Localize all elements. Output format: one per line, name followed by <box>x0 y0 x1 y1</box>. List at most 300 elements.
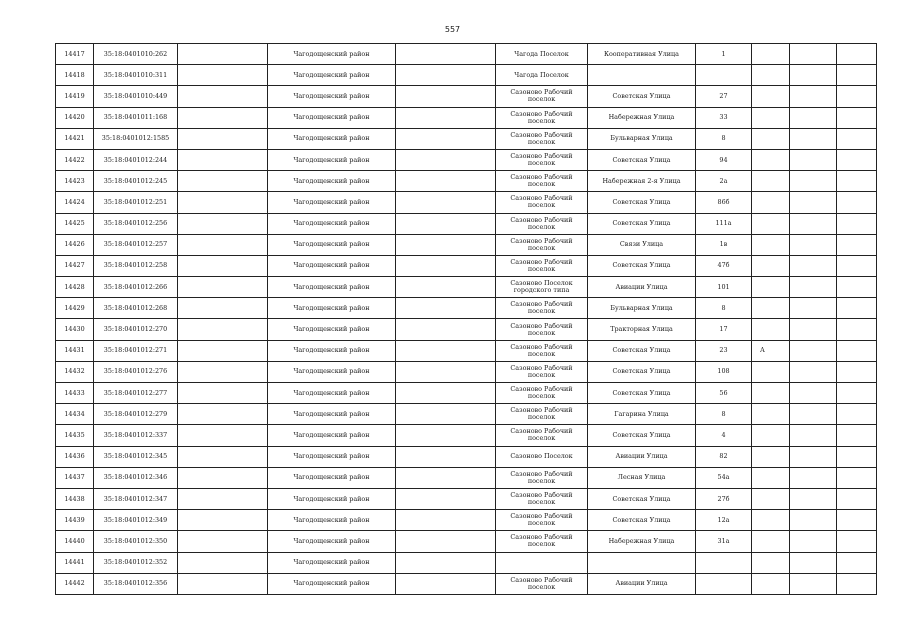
blank-cell-d <box>837 65 877 86</box>
cadastral-number-cell: 35:18:0401012:251 <box>94 192 178 213</box>
cadastral-number-cell: 35:18:0401012:270 <box>94 319 178 340</box>
blank-cell-b <box>396 44 496 65</box>
district-cell: Чагодощенский район <box>268 298 396 319</box>
building-letter-cell <box>752 65 790 86</box>
locality-cell: Чагода Поселок <box>496 44 588 65</box>
street-cell: Бульварная Улица <box>588 298 696 319</box>
blank-cell-b <box>396 446 496 467</box>
blank-cell-a <box>178 425 268 446</box>
locality-cell: Сазоново Рабочий поселок <box>496 171 588 192</box>
cadastral-number-cell: 35:18:0401012:258 <box>94 255 178 276</box>
district-cell: Чагодощенский район <box>268 192 396 213</box>
row-number-cell: 14438 <box>56 488 94 509</box>
locality-cell: Сазоново Рабочий поселок <box>496 107 588 128</box>
table-row <box>56 107 877 128</box>
row-number-cell: 14434 <box>56 404 94 425</box>
district-cell: Чагодощенский район <box>268 531 396 552</box>
building-letter-cell <box>752 107 790 128</box>
house-number-cell: 94 <box>696 149 752 170</box>
row-number-cell: 14431 <box>56 340 94 361</box>
row-number-cell: 14423 <box>56 171 94 192</box>
district-cell: Чагодощенский район <box>268 361 396 382</box>
blank-cell-a <box>178 107 268 128</box>
blank-cell-c <box>790 213 837 234</box>
district-cell: Чагодощенский район <box>268 488 396 509</box>
district-cell: Чагодощенский район <box>268 86 396 107</box>
row-number-cell: 14426 <box>56 234 94 255</box>
blank-cell-a <box>178 65 268 86</box>
locality-cell: Сазоново Поселок <box>496 446 588 467</box>
district-cell: Чагодощенский район <box>268 171 396 192</box>
table-row <box>56 404 877 425</box>
blank-cell-a <box>178 128 268 149</box>
street-cell: Гагарина Улица <box>588 404 696 425</box>
house-number-cell <box>696 552 752 573</box>
blank-cell-b <box>396 488 496 509</box>
locality-cell: Сазоново Рабочий поселок <box>496 404 588 425</box>
blank-cell-a <box>178 404 268 425</box>
row-number-cell: 14432 <box>56 361 94 382</box>
street-cell: Авиации Улица <box>588 573 696 594</box>
district-cell: Чагодощенский район <box>268 255 396 276</box>
blank-cell-c <box>790 340 837 361</box>
street-cell <box>588 65 696 86</box>
house-number-cell: 4 <box>696 425 752 446</box>
locality-cell: Сазоново Рабочий поселок <box>496 128 588 149</box>
blank-cell-d <box>837 383 877 404</box>
table-row <box>56 383 877 404</box>
district-cell: Чагодощенский район <box>268 107 396 128</box>
blank-cell-b <box>396 107 496 128</box>
blank-cell-c <box>790 298 837 319</box>
district-cell: Чагодощенский район <box>268 277 396 298</box>
building-letter-cell <box>752 425 790 446</box>
row-number-cell: 14418 <box>56 65 94 86</box>
blank-cell-b <box>396 531 496 552</box>
cadastral-number-cell: 35:18:0401012:257 <box>94 234 178 255</box>
blank-cell-b <box>396 128 496 149</box>
locality-cell: Сазоново Рабочий поселок <box>496 149 588 170</box>
building-letter-cell <box>752 86 790 107</box>
blank-cell-a <box>178 255 268 276</box>
blank-cell-b <box>396 192 496 213</box>
blank-cell-a <box>178 149 268 170</box>
row-number-cell: 14428 <box>56 277 94 298</box>
table-row <box>56 446 877 467</box>
house-number-cell: 111а <box>696 213 752 234</box>
row-number-cell: 14437 <box>56 467 94 488</box>
locality-cell: Сазоново Рабочий поселок <box>496 573 588 594</box>
table-row <box>56 149 877 170</box>
cadastral-number-cell: 35:18:0401012:349 <box>94 510 178 531</box>
cadastral-number-cell: 35:18:0401012:346 <box>94 467 178 488</box>
blank-cell-d <box>837 510 877 531</box>
row-number-cell: 14425 <box>56 213 94 234</box>
house-number-cell: 2а <box>696 171 752 192</box>
row-number-cell: 14442 <box>56 573 94 594</box>
street-cell: Советская Улица <box>588 383 696 404</box>
blank-cell-c <box>790 255 837 276</box>
blank-cell-c <box>790 531 837 552</box>
blank-cell-d <box>837 277 877 298</box>
locality-cell: Сазоново Рабочий поселок <box>496 467 588 488</box>
blank-cell-a <box>178 192 268 213</box>
locality-cell <box>496 552 588 573</box>
blank-cell-a <box>178 446 268 467</box>
blank-cell-c <box>790 573 837 594</box>
table-row <box>56 319 877 340</box>
row-number-cell: 14441 <box>56 552 94 573</box>
house-number-cell: 8 <box>696 128 752 149</box>
building-letter-cell <box>752 277 790 298</box>
table-row <box>56 510 877 531</box>
street-cell: Набережная 2-я Улица <box>588 171 696 192</box>
building-letter-cell <box>752 213 790 234</box>
table-row <box>56 361 877 382</box>
blank-cell-a <box>178 361 268 382</box>
locality-cell: Сазоново Рабочий поселок <box>496 383 588 404</box>
street-cell: Советская Улица <box>588 361 696 382</box>
blank-cell-c <box>790 467 837 488</box>
blank-cell-b <box>396 171 496 192</box>
blank-cell-b <box>396 467 496 488</box>
street-cell: Авиации Улица <box>588 446 696 467</box>
blank-cell-d <box>837 234 877 255</box>
table-row <box>56 277 877 298</box>
street-cell: Кооперативная Улица <box>588 44 696 65</box>
page-number: 557 <box>444 25 461 34</box>
row-number-cell: 14420 <box>56 107 94 128</box>
blank-cell-a <box>178 510 268 531</box>
house-number-cell: 27б <box>696 488 752 509</box>
street-cell <box>588 552 696 573</box>
locality-cell: Сазоново Рабочий поселок <box>496 425 588 446</box>
house-number-cell: 33 <box>696 107 752 128</box>
house-number-cell: 47б <box>696 255 752 276</box>
blank-cell-c <box>790 404 837 425</box>
blank-cell-a <box>178 467 268 488</box>
blank-cell-c <box>790 319 837 340</box>
district-cell: Чагодощенский район <box>268 234 396 255</box>
blank-cell-c <box>790 383 837 404</box>
street-cell: Советская Улица <box>588 340 696 361</box>
blank-cell-d <box>837 149 877 170</box>
row-number-cell: 14436 <box>56 446 94 467</box>
blank-cell-d <box>837 361 877 382</box>
street-cell: Авиации Улица <box>588 277 696 298</box>
building-letter-cell <box>752 467 790 488</box>
row-number-cell: 14439 <box>56 510 94 531</box>
table-row <box>56 467 877 488</box>
locality-cell: Чагода Поселок <box>496 65 588 86</box>
blank-cell-d <box>837 446 877 467</box>
street-cell: Советская Улица <box>588 425 696 446</box>
blank-cell-a <box>178 340 268 361</box>
blank-cell-b <box>396 573 496 594</box>
cadastral-number-cell: 35:18:0401012:276 <box>94 361 178 382</box>
blank-cell-c <box>790 192 837 213</box>
building-letter-cell <box>752 44 790 65</box>
house-number-cell: 12а <box>696 510 752 531</box>
blank-cell-d <box>837 467 877 488</box>
blank-cell-b <box>396 255 496 276</box>
street-cell: Бульварная Улица <box>588 128 696 149</box>
street-cell: Связи Улица <box>588 234 696 255</box>
blank-cell-c <box>790 65 837 86</box>
district-cell: Чагодощенский район <box>268 319 396 340</box>
row-number-cell: 14430 <box>56 319 94 340</box>
cadastral-number-cell: 35:18:0401012:347 <box>94 488 178 509</box>
blank-cell-b <box>396 552 496 573</box>
blank-cell-c <box>790 552 837 573</box>
blank-cell-b <box>396 65 496 86</box>
cadastral-number-cell: 35:18:0401010:311 <box>94 65 178 86</box>
locality-cell: Сазоново Рабочий поселок <box>496 488 588 509</box>
cadastral-number-cell: 35:18:0401011:168 <box>94 107 178 128</box>
cadastral-number-cell: 35:18:0401012:245 <box>94 171 178 192</box>
cadastral-number-cell: 35:18:0401012:279 <box>94 404 178 425</box>
table-row <box>56 340 877 361</box>
locality-cell: Сазоново Рабочий поселок <box>496 319 588 340</box>
blank-cell-d <box>837 255 877 276</box>
street-cell: Советская Улица <box>588 510 696 531</box>
house-number-cell: 23 <box>696 340 752 361</box>
district-cell: Чагодощенский район <box>268 425 396 446</box>
district-cell: Чагодощенский район <box>268 573 396 594</box>
table-row <box>56 552 877 573</box>
district-cell: Чагодощенский район <box>268 44 396 65</box>
blank-cell-a <box>178 552 268 573</box>
blank-cell-d <box>837 552 877 573</box>
building-letter-cell <box>752 573 790 594</box>
house-number-cell: 17 <box>696 319 752 340</box>
blank-cell-b <box>396 361 496 382</box>
house-number-cell: 56 <box>696 383 752 404</box>
house-number-cell: 101 <box>696 277 752 298</box>
locality-cell: Сазоново Рабочий поселок <box>496 298 588 319</box>
blank-cell-d <box>837 171 877 192</box>
row-number-cell: 14433 <box>56 383 94 404</box>
house-number-cell: 86б <box>696 192 752 213</box>
locality-cell: Сазоново Рабочий поселок <box>496 255 588 276</box>
blank-cell-c <box>790 86 837 107</box>
district-cell: Чагодощенский район <box>268 128 396 149</box>
row-number-cell: 14440 <box>56 531 94 552</box>
building-letter-cell <box>752 552 790 573</box>
blank-cell-b <box>396 234 496 255</box>
locality-cell: Сазоново Рабочий поселок <box>496 361 588 382</box>
table-row <box>56 298 877 319</box>
blank-cell-b <box>396 319 496 340</box>
locality-cell: Сазоново Рабочий поселок <box>496 340 588 361</box>
house-number-cell: 27 <box>696 86 752 107</box>
building-letter-cell <box>752 255 790 276</box>
blank-cell-c <box>790 510 837 531</box>
cadastral-number-cell: 35:18:0401012:350 <box>94 531 178 552</box>
blank-cell-b <box>396 277 496 298</box>
locality-cell: Сазоново Поселок городского типа <box>496 277 588 298</box>
registry-table <box>55 43 877 595</box>
cadastral-number-cell: 35:18:0401012:268 <box>94 298 178 319</box>
cadastral-number-cell: 35:18:0401012:256 <box>94 213 178 234</box>
table-row <box>56 192 877 213</box>
building-letter-cell <box>752 446 790 467</box>
blank-cell-b <box>396 86 496 107</box>
building-letter-cell <box>752 171 790 192</box>
district-cell: Чагодощенский район <box>268 383 396 404</box>
district-cell: Чагодощенский район <box>268 467 396 488</box>
table-row <box>56 171 877 192</box>
building-letter-cell: А <box>752 340 790 361</box>
cadastral-number-cell: 35:18:0401012:244 <box>94 149 178 170</box>
building-letter-cell <box>752 319 790 340</box>
district-cell: Чагодощенский район <box>268 404 396 425</box>
blank-cell-d <box>837 192 877 213</box>
table-row <box>56 488 877 509</box>
locality-cell: Сазоново Рабочий поселок <box>496 234 588 255</box>
blank-cell-b <box>396 510 496 531</box>
row-number-cell: 14435 <box>56 425 94 446</box>
building-letter-cell <box>752 361 790 382</box>
district-cell: Чагодощенский район <box>268 65 396 86</box>
house-number-cell <box>696 573 752 594</box>
blank-cell-d <box>837 340 877 361</box>
district-cell: Чагодощенский район <box>268 446 396 467</box>
street-cell: Советская Улица <box>588 149 696 170</box>
blank-cell-d <box>837 213 877 234</box>
street-cell: Советская Улица <box>588 488 696 509</box>
blank-cell-a <box>178 277 268 298</box>
row-number-cell: 14419 <box>56 86 94 107</box>
row-number-cell: 14424 <box>56 192 94 213</box>
row-number-cell: 14429 <box>56 298 94 319</box>
blank-cell-d <box>837 425 877 446</box>
row-number-cell: 14417 <box>56 44 94 65</box>
district-cell: Чагодощенский район <box>268 213 396 234</box>
district-cell: Чагодощенский район <box>268 552 396 573</box>
house-number-cell: 8 <box>696 298 752 319</box>
street-cell: Набережная Улица <box>588 531 696 552</box>
house-number-cell: 1в <box>696 234 752 255</box>
house-number-cell: 54а <box>696 467 752 488</box>
building-letter-cell <box>752 404 790 425</box>
blank-cell-d <box>837 488 877 509</box>
blank-cell-a <box>178 573 268 594</box>
building-letter-cell <box>752 298 790 319</box>
cadastral-number-cell: 35:18:0401012:1585 <box>94 128 178 149</box>
district-cell: Чагодощенский район <box>268 510 396 531</box>
street-cell: Тракторная Улица <box>588 319 696 340</box>
blank-cell-a <box>178 531 268 552</box>
row-number-cell: 14421 <box>56 128 94 149</box>
blank-cell-c <box>790 107 837 128</box>
cadastral-number-cell: 35:18:0401012:345 <box>94 446 178 467</box>
table-row <box>56 65 877 86</box>
table-row <box>56 531 877 552</box>
building-letter-cell <box>752 488 790 509</box>
blank-cell-b <box>396 213 496 234</box>
cadastral-number-cell: 35:18:0401012:352 <box>94 552 178 573</box>
table-row <box>56 573 877 594</box>
blank-cell-a <box>178 213 268 234</box>
blank-cell-d <box>837 107 877 128</box>
blank-cell-a <box>178 383 268 404</box>
blank-cell-c <box>790 234 837 255</box>
blank-cell-d <box>837 531 877 552</box>
locality-cell: Сазоново Рабочий поселок <box>496 86 588 107</box>
district-cell: Чагодощенский район <box>268 340 396 361</box>
street-cell: Набережная Улица <box>588 107 696 128</box>
street-cell: Советская Улица <box>588 255 696 276</box>
blank-cell-a <box>178 171 268 192</box>
row-number-cell: 14422 <box>56 149 94 170</box>
cadastral-number-cell: 35:18:0401012:337 <box>94 425 178 446</box>
cadastral-number-cell: 35:18:0401010:449 <box>94 86 178 107</box>
building-letter-cell <box>752 128 790 149</box>
table-row <box>56 86 877 107</box>
street-cell: Советская Улица <box>588 86 696 107</box>
blank-cell-c <box>790 128 837 149</box>
table-row <box>56 234 877 255</box>
blank-cell-d <box>837 573 877 594</box>
blank-cell-a <box>178 234 268 255</box>
table-row <box>56 425 877 446</box>
locality-cell: Сазоново Рабочий поселок <box>496 531 588 552</box>
blank-cell-b <box>396 425 496 446</box>
table-row <box>56 213 877 234</box>
blank-cell-d <box>837 128 877 149</box>
table-row <box>56 255 877 276</box>
blank-cell-d <box>837 298 877 319</box>
building-letter-cell <box>752 234 790 255</box>
blank-cell-c <box>790 425 837 446</box>
building-letter-cell <box>752 192 790 213</box>
cadastral-number-cell: 35:18:0401010:262 <box>94 44 178 65</box>
cadastral-number-cell: 35:18:0401012:356 <box>94 573 178 594</box>
locality-cell: Сазоново Рабочий поселок <box>496 192 588 213</box>
cadastral-number-cell: 35:18:0401012:266 <box>94 277 178 298</box>
house-number-cell: 82 <box>696 446 752 467</box>
table-row <box>56 44 877 65</box>
blank-cell-c <box>790 44 837 65</box>
blank-cell-c <box>790 446 837 467</box>
building-letter-cell <box>752 383 790 404</box>
blank-cell-c <box>790 171 837 192</box>
blank-cell-d <box>837 44 877 65</box>
blank-cell-c <box>790 361 837 382</box>
house-number-cell: 31а <box>696 531 752 552</box>
cadastral-number-cell: 35:18:0401012:277 <box>94 383 178 404</box>
blank-cell-c <box>790 488 837 509</box>
building-letter-cell <box>752 510 790 531</box>
locality-cell: Сазоново Рабочий поселок <box>496 213 588 234</box>
blank-cell-b <box>396 340 496 361</box>
blank-cell-a <box>178 298 268 319</box>
house-number-cell <box>696 65 752 86</box>
blank-cell-b <box>396 149 496 170</box>
cadastral-number-cell: 35:18:0401012:271 <box>94 340 178 361</box>
blank-cell-b <box>396 404 496 425</box>
street-cell: Советская Улица <box>588 192 696 213</box>
table-row <box>56 128 877 149</box>
house-number-cell: 1 <box>696 44 752 65</box>
district-cell: Чагодощенский район <box>268 149 396 170</box>
blank-cell-d <box>837 404 877 425</box>
row-number-cell: 14427 <box>56 255 94 276</box>
blank-cell-c <box>790 149 837 170</box>
house-number-cell: 108 <box>696 361 752 382</box>
blank-cell-d <box>837 86 877 107</box>
